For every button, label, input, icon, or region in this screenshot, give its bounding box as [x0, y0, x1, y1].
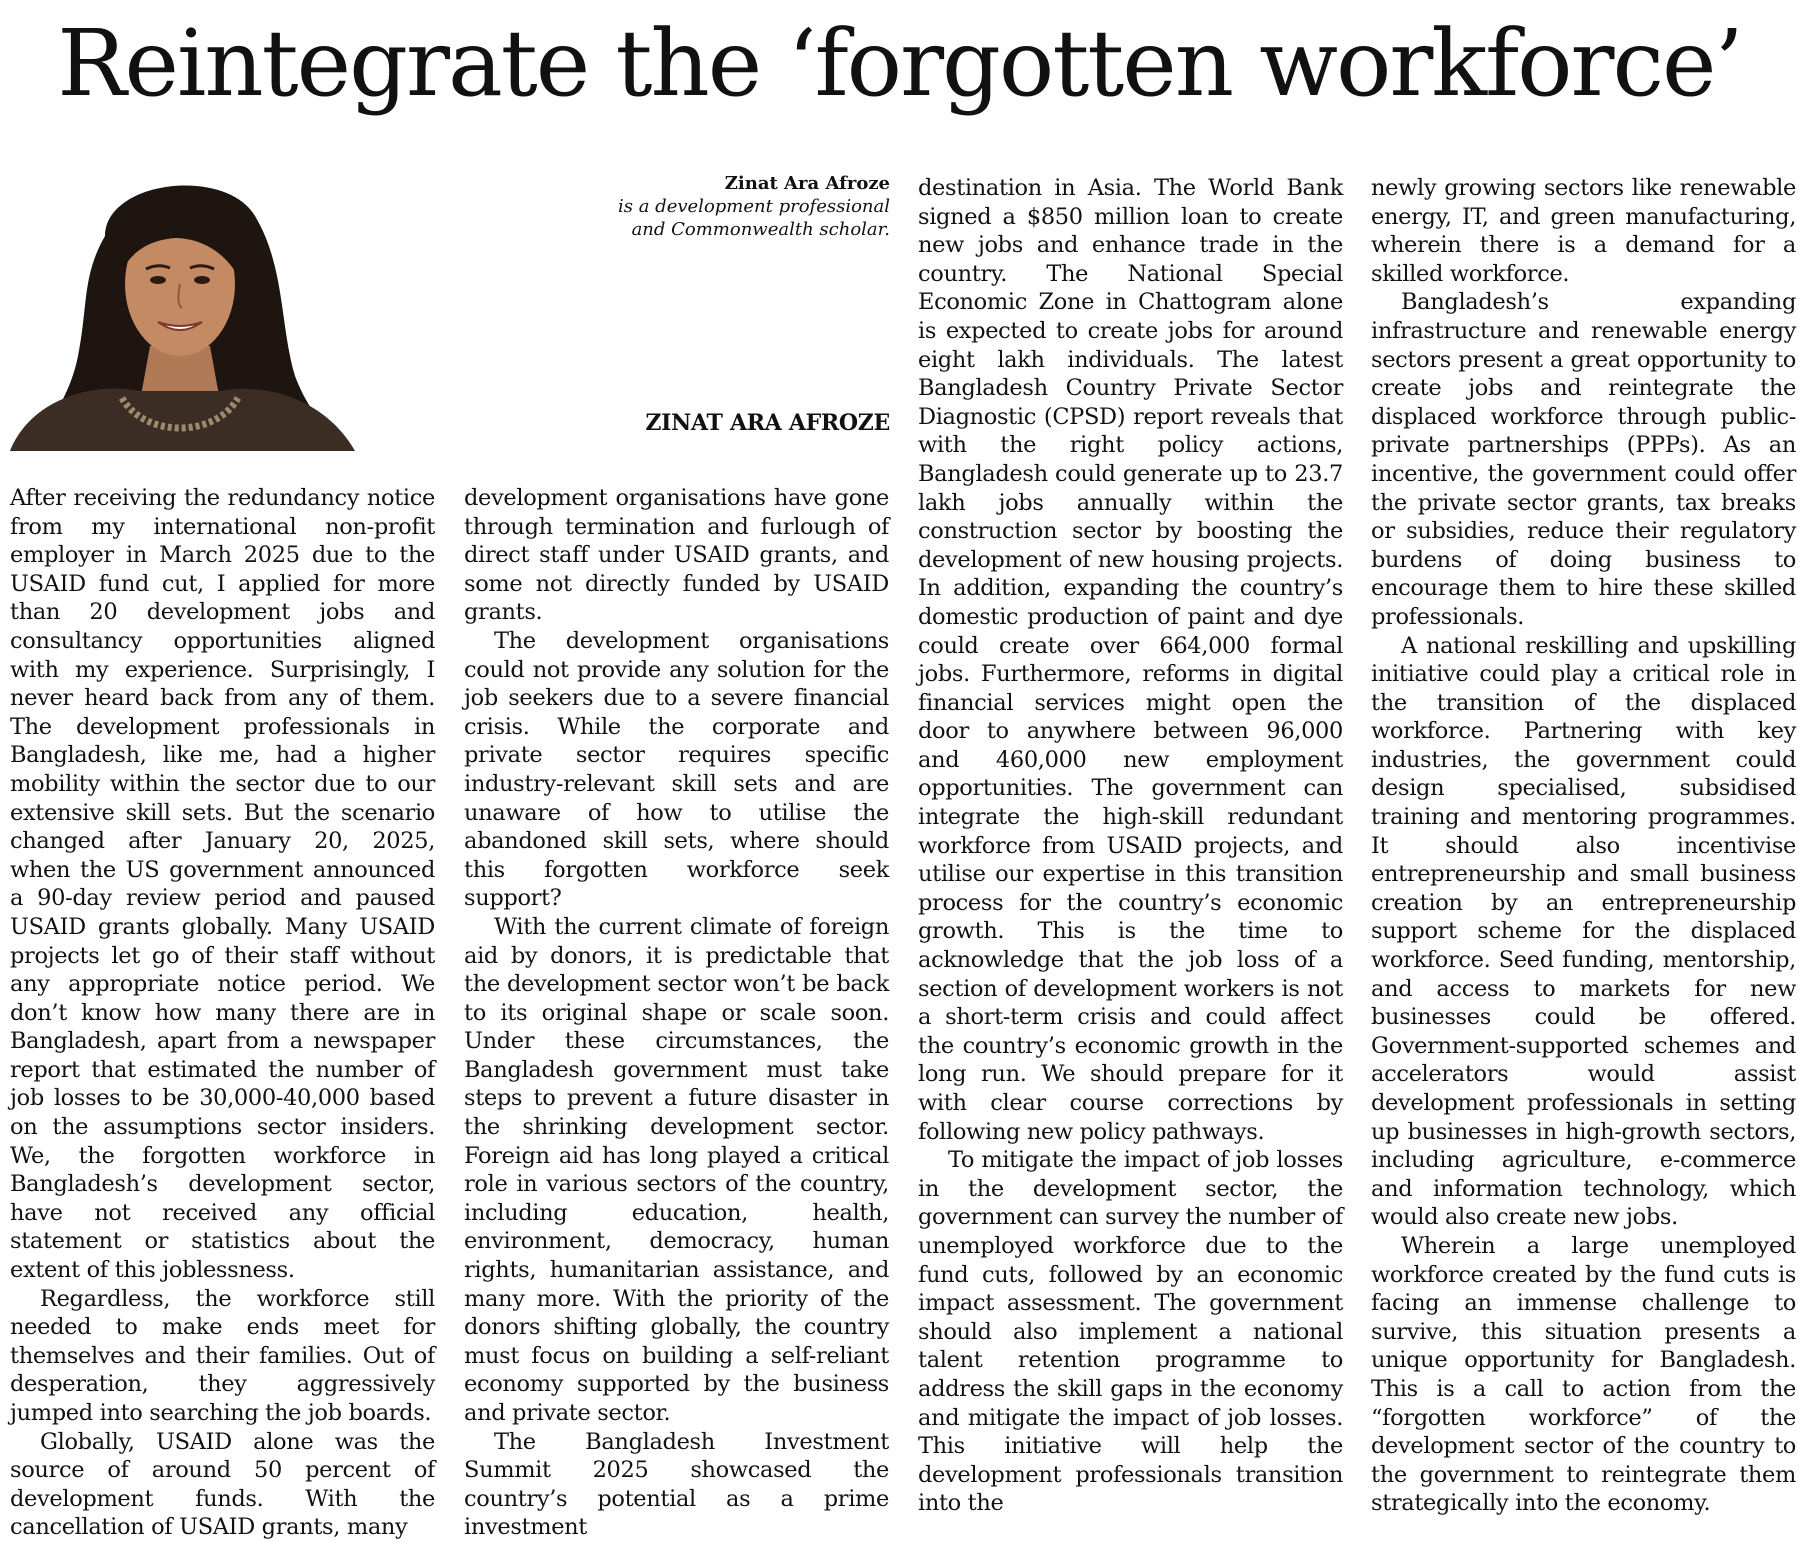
author-description-line-2: and Commonwealth scholar. [631, 219, 890, 240]
paragraph: The Bangladesh Investment Summit 2025 showcased the country’s potential as a prime investment [464, 1428, 889, 1541]
article-column-1 [10, 484, 435, 1542]
paragraph: Bangladesh’s expanding infrastructure and renewable energy sectors present a great opportunity to create jobs and reintegrate the displaced workforce through public-private partnerships (PPPs). As an incentive, the government could offer the private sector grants, tax breaks or subsidies, reduce their regulatory burdens of doing business to encourage them to hire these skilled professionals. [1371, 289, 1796, 630]
paragraph: Regardless, the workforce still needed to make ends meet for themselves and their families. Out of desperation, they aggressively jumped into searching the job boards. [10, 1285, 435, 1426]
author-byline [560, 172, 890, 241]
author-name: Zinat Ara Afroze [724, 173, 890, 194]
paragraph: development organisations have gone through termination and furlough of direct staff under USAID grants, and some not directly funded by USAID grants. [464, 485, 889, 626]
article-column-2 [464, 484, 889, 1542]
paragraph: destination in Asia. The World Bank signed a $850 million loan to create new jobs and enhance trade in the country. The National Special Economic Zone in Chattogram alone is expected to create jobs for around eight lakh individuals. The latest Bangladesh Country Private Sector Diagnostic (CPSD) report reveals that with the right policy actions, Bangladesh could generate up to 23.7 lakh jobs annually within the construction sector by boosting the development of new housing projects. In addition, expanding the country’s domestic production of paint and dye could create over 664,000 formal jobs. Furthermore, reforms in digital financial services might open the door to anywhere between 96,000 and 460,000 new employment opportunities. The government can integrate the high-skill redundant workforce from USAID projects, and utilise our expertise in this transition process for the country’s economic growth. This is the time to acknowledge that the job loss of a section of development workers is not a short-term crisis and could affect the country’s economic growth in the long run. We should prepare for it with clear course corrections by following new policy pathways. [918, 175, 1343, 1145]
article-column-4 [1371, 174, 1796, 1518]
headline: Reintegrate the ‘forgotten workforce’ [57, 10, 1742, 117]
paragraph: With the current climate of foreign aid by donors, it is predictable that the development sector won’t be back to its original shape or scale soon. Under these circumstances, the Bangladesh government must take steps to prevent a future disaster in the shrinking development sector. Foreign aid has long played a critical role in various sectors of the country, including education, health, environment, democracy, human rights, humanitarian assistance, and many more. With the priority of the donors shifting globally, the country must focus on building a self-reliant economy supported by the business and private sector. [464, 913, 889, 1426]
paragraph: To mitigate the impact of job losses in the development sector, the government can survey the number of unemployed workforce due to the fund cuts, followed by an economic impact assessment. The government should also implement a national talent retention programme to address the skill gaps in the economy and mitigate the impact of job losses. This initiative will help the development professionals transition into the [918, 1147, 1343, 1517]
paragraph: Wherein a large unemployed workforce created by the fund cuts is facing an immense challenge to survive, this situation presents a unique opportunity for Bangladesh. This is a call to action from the “forgotten workforce” of the development sector of the country to the government to reintegrate them strategically into the economy. [1371, 1232, 1796, 1517]
author-name-caps: ZINAT ARA AFROZE [645, 410, 890, 436]
article-column-3 [918, 174, 1343, 1518]
paragraph: After receiving the redundancy notice from my international non-profit employer in March 2025 due to the USAID fund cut, I applied for more than 20 development jobs and consultancy opportunities aligned with my experience. Surprisingly, I never heard back from any of them. The development professionals in Bangladesh, like me, had a higher mobility within the sector due to our extensive skill sets. But the scenario changed after January 20, 2025, when the US government announced a 90-day review period and paused USAID grants globally. Many USAID projects let go of their staff without any appropriate notice period. We don’t know how many there are in Bangladesh, apart from a newspaper report that estimated the number of job losses to be 30,000-40,000 based on the assumptions sector insiders. We, the forgotten workforce in Bangladesh’s development sector, have not received any official statement or statistics about the extent of this joblessness. [10, 485, 435, 1284]
paragraph: newly growing sectors like renewable energy, IT, and green manufacturing, wherein there is a demand for a skilled workforce. [1371, 175, 1796, 287]
paragraph: The development organisations could not provide any solution for the job seekers due to a severe financial crisis. While the corporate and private sector requires specific industry-relevant skill sets and are unaware of how to utilise the abandoned skill sets, where should this forgotten workforce seek support? [464, 627, 889, 912]
author-description-line-1: is a development professional [618, 196, 890, 217]
paragraph: Globally, USAID alone was the source of around 50 percent of development funds. With the cancellation of USAID grants, many [10, 1428, 435, 1541]
author-photo [10, 176, 355, 451]
paragraph: A national reskilling and upskilling initiative could play a critical role in the transition of the displaced workforce. Partnering with key industries, the government could design specialised, subsidised training and mentoring programmes. It should also incentivise entrepreneurship and small business creation by an entrepreneurship support scheme for the displaced workforce. Seed funding, mentorship, and access to markets for new businesses could be offered. Government-supported schemes and accelerators would assist development professionals in setting up businesses in high-growth sectors, including agriculture, e-commerce and information technology, which would also create new jobs. [1371, 632, 1796, 1231]
